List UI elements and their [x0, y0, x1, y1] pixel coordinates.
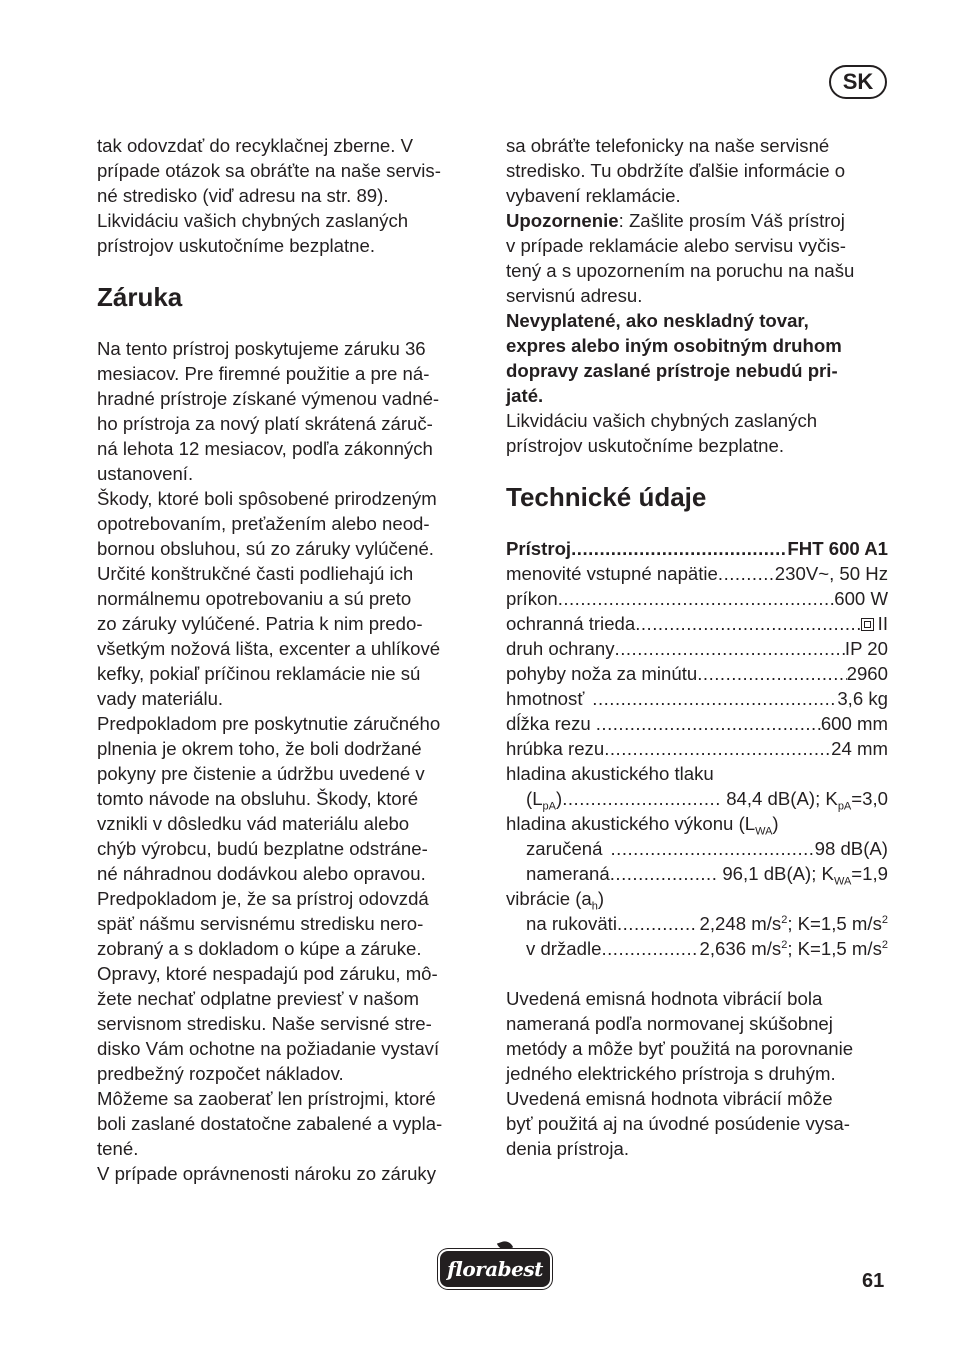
language-badge: SK	[829, 65, 887, 99]
emission-paragraph: Uvedená emisná hodnota vibrácií bola nameraná podľa normovanej skúšobnej metódy a môže byť použitá na porovnanie jedného elektrického prístroja s druhým. Uvedená emisná hodnota vibrácií môže byť použitá aj na úvodné posúdenie vysa- denia prístroja.	[506, 988, 854, 1159]
warranty-text: Na tento prístroj poskytujeme záruku 36 mesiacov. Pre firemné použitie a pre ná- hradné prístroje získané výmenou vadné- ho prístroja za nový platí skrátená záruč- ná lehota 12 mesiacov, podľa zákonných ustanovení. Škody, ktoré boli spôsobené prirodzeným opotrebovaním, preťažením alebo neod- bornou obsluhou, sú zo záruky vylúčené. Určité konštrukčné časti podliehajú ich normálnemu opotrebovaniu a sú preto zo záruky vylúčené. Patria k nim predo- všetkým nožová lišta, excenter a uhlíkové kefky, pokiaľ príčinou reklamácie nie sú vady materiálu. Predpokladom pre poskytnutie záručného plnenia je okrem toho, že boli dodržané pokyny pre čistenie a údržbu uvedené v tomto návode na obsluhu. Škody, ktoré vznikli v dôsledku vád materiálu alebo chýb výrobcu, budú bezplatne odstráne- né náhradnou dodávkou alebo opravou. Predpokladom je, že sa prístroj odovzdá späť nášmu servisnému stredisku nero- zobraný a s dokladom o kúpe a záruke. Opravy, ktoré nespadajú pod záruku, mô- žete nechať odplatne previesť v našom servisnom stredisku. Naše servisné stre- disko Vám ochotne na požiadanie vystaví predbežný rozpočet nákladov. Môžeme sa zaoberať len prístrojmi, ktoré boli zaslané dostatočne zabalené a vypla- tené. V prípade oprávnenosti nároku zo záruky	[97, 338, 443, 1184]
spec-row-sound-power: hladina akustického výkonu $(L_{WA})$	[506, 813, 779, 838]
spec-row-power: príkon ..... 600 W	[506, 586, 888, 611]
spec-row-device: Prístroj ..... FHT 600 A1	[506, 536, 888, 561]
spec-row-grip: v držadle ..... 2,636 $m/s^2$; K=1,5 $m/s^2$	[506, 936, 888, 961]
service-paragraph: sa obráťte telefonicky na naše servisné stredisko. Tu obdržíte ďalšie informácie o vybavení reklamácie. Upozornenie: Zašlite prosím Váš prístroj v prípade reklamácie alebo servisu vyčis- tený a s upozornením na poruchu na našu servisnú adresu. Nevyplatené, ako neskladný tovar, expres alebo iným osobitným druhom dopravy zaslané prístroje nebudú pri- jaté. Likvidáciu vašich chybných zaslaných prístrojov uskutočníme bezplatne.	[506, 135, 855, 456]
spec-row-measured: nameraná ..... 96,1 dB(A); $K_{WA}=1,9$	[506, 861, 888, 886]
right-column	[506, 133, 888, 1161]
spec-row-weight: hmotnosť ..... 3,6 kg	[506, 686, 888, 711]
spec-row-cut-length: dĺžka rezu ..... 600 mm	[506, 711, 888, 736]
spec-row-lpa: $(L_{pA})$ ..... 84,4 dB(A); $K_{pA}=3,0$	[506, 786, 888, 811]
spec-row-protection: druh ochrany ..... IP 20	[506, 636, 888, 661]
left-column	[97, 133, 477, 1186]
page-number: 61	[862, 1270, 885, 1292]
spec-row-strokes: pohyby noža za minútu ..... 2960	[506, 661, 888, 686]
spec-row-voltage: menovité vstupné napätie ..... 230V~, 50 Hz	[506, 561, 888, 586]
protection-class-ii-icon	[861, 618, 874, 631]
spec-row-class: ochranná trieda ..... II	[506, 611, 888, 636]
spec-row-guaranteed: zaručená ..... 98 dB(A)	[506, 836, 888, 861]
spec-row-handle: na rukoväti ..... 2,248 $m/s^2$; K=1,5 $m/s^2$	[506, 911, 888, 936]
notice-label: Upozornenie	[506, 210, 619, 231]
brand-logo: florabest	[440, 1251, 550, 1287]
spec-row-sound-pressure: hladina akustického tlaku	[506, 763, 714, 784]
spec-row-vibration: vibrácie $(a_h)$	[506, 888, 605, 913]
warranty-heading: Záruka	[97, 282, 183, 312]
tech-heading: Technické údaje	[506, 482, 707, 512]
spec-row-cut-thickness: hrúbka rezu ..... 24 mm	[506, 736, 888, 761]
intro-paragraph: tak odovzdať do recyklačnej zberne. V prípade otázok sa obráťte na naše servis- né stredisko (viď adresu na str. 89). Likvidáciu vašich chybných zaslaných prístrojov uskutočníme bezplatne.	[97, 135, 441, 256]
tech-specs	[506, 536, 888, 961]
